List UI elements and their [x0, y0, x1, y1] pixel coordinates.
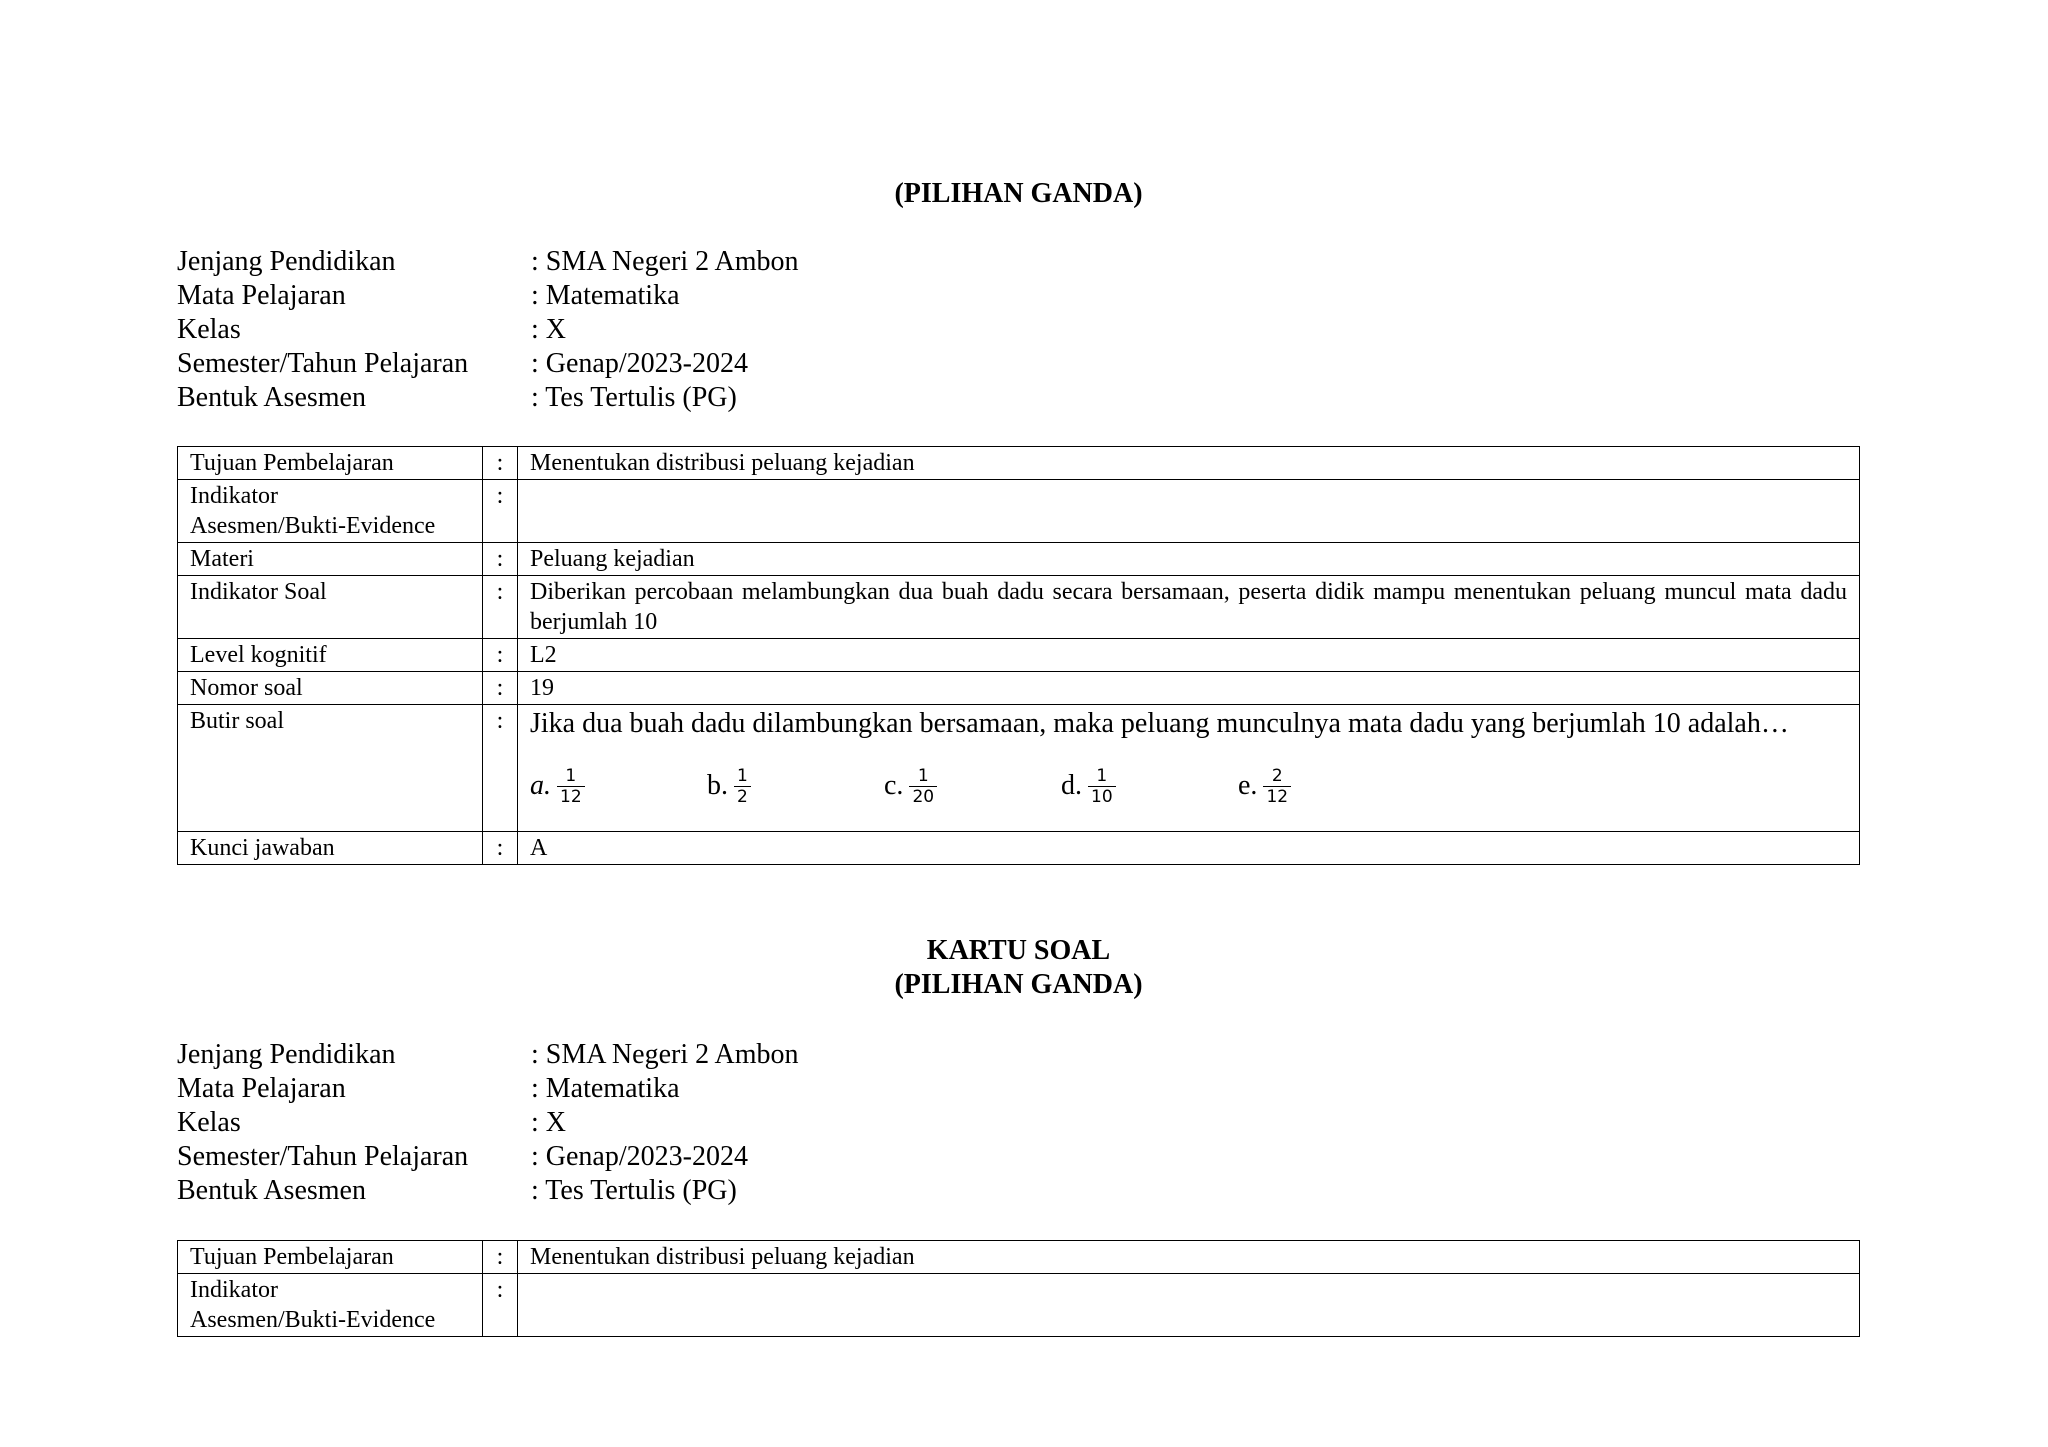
row-label: Indikator Soal: [178, 576, 483, 639]
row-label: Butir soal: [178, 705, 483, 832]
card2-heading: [177, 934, 1860, 1002]
info-value: : Matematika: [531, 280, 680, 311]
info-label: Bentuk Asesmen: [177, 1175, 366, 1206]
card2-detail-table: [177, 1240, 1860, 1337]
denominator: 12: [1266, 786, 1289, 807]
fraction: [734, 766, 751, 807]
row-label-line: Indikator: [190, 483, 278, 509]
row-separator: :: [483, 576, 518, 639]
numerator: 1: [565, 765, 577, 786]
fraction: [1263, 766, 1291, 807]
answer-options: [530, 758, 1847, 814]
table-row: [178, 832, 1860, 865]
table-row: [178, 480, 1860, 543]
option-letter: c.: [884, 770, 904, 801]
option-letter: b.: [707, 770, 728, 801]
row-separator: :: [483, 832, 518, 865]
row-label: Tujuan Pembelajaran: [178, 1241, 483, 1274]
info-label: Kelas: [177, 1107, 241, 1138]
denominator: 2: [737, 786, 748, 807]
row-separator: :: [483, 480, 518, 543]
row-label: Nomor soal: [178, 672, 483, 705]
table-row: [178, 672, 1860, 705]
info-label: Jenjang Pendidikan: [177, 246, 396, 277]
card2-title: KARTU SOAL: [926, 935, 1111, 966]
option-letter: d.: [1061, 770, 1082, 801]
info-value: : Matematika: [531, 1073, 680, 1104]
option-c: [884, 766, 1061, 807]
row-label: Tujuan Pembelajaran: [178, 447, 483, 480]
fraction: [557, 766, 585, 807]
card1-subtitle: (PILIHAN GANDA): [894, 178, 1143, 209]
table-row: [178, 543, 1860, 576]
row-value: [518, 1274, 1860, 1337]
row-label: [178, 1274, 483, 1337]
table-row: [178, 576, 1860, 639]
row-separator: :: [483, 705, 518, 832]
info-value: : X: [531, 314, 566, 345]
table-row: [178, 1274, 1860, 1337]
info-value: : SMA Negeri 2 Ambon: [531, 1039, 799, 1070]
row-value: Menentukan distribusi peluang kejadian: [518, 447, 1860, 480]
info-label: Semester/Tahun Pelajaran: [177, 1141, 469, 1172]
info-value: : Genap/2023-2024: [531, 348, 748, 379]
card2-info-block: [177, 1038, 799, 1208]
row-separator: :: [483, 639, 518, 672]
info-row: [177, 381, 799, 415]
table-row: [178, 639, 1860, 672]
row-value: L2: [518, 639, 1860, 672]
info-row: [177, 347, 799, 381]
info-row: [177, 1140, 799, 1174]
numerator: 1: [737, 765, 748, 786]
table-row: [178, 447, 1860, 480]
option-d: [1061, 766, 1238, 807]
denominator: 12: [560, 786, 582, 807]
info-label: Semester/Tahun Pelajaran: [177, 348, 469, 379]
card1-heading: [177, 177, 1860, 211]
option-letter: e.: [1238, 770, 1258, 801]
row-value: Diberikan percobaan melambungkan dua buah dadu secara bersamaan, peserta didik mampu menentukan peluang muncul mata dadu berjumlah 10: [518, 576, 1860, 639]
denominator: 20: [912, 786, 935, 807]
row-label-line: Indikator: [190, 1277, 278, 1303]
row-label-line: Asesmen/Bukti-Evidence: [190, 513, 436, 539]
option-b: [707, 766, 884, 807]
row-value: [518, 480, 1860, 543]
info-label: Mata Pelajaran: [177, 280, 346, 311]
row-label: Kunci jawaban: [178, 832, 483, 865]
row-value: A: [518, 832, 1860, 865]
butir-soal-cell: [518, 705, 1860, 832]
card2-subtitle: (PILIHAN GANDA): [894, 969, 1143, 1000]
row-separator: :: [483, 1274, 518, 1337]
info-value: : Tes Tertulis (PG): [531, 1175, 737, 1206]
info-value: : X: [531, 1107, 566, 1138]
option-a: [530, 766, 707, 807]
row-label: Level kognitif: [178, 639, 483, 672]
fraction: [1088, 766, 1116, 807]
option-e: [1238, 766, 1415, 807]
row-separator: :: [483, 672, 518, 705]
info-row: [177, 245, 799, 279]
numerator: 1: [1096, 765, 1108, 786]
card1-info-block: [177, 245, 799, 415]
info-row: [177, 1174, 799, 1208]
numerator: 2: [1271, 765, 1283, 786]
table-row: [178, 1241, 1860, 1274]
row-value: Peluang kejadian: [518, 543, 1860, 576]
row-separator: :: [483, 543, 518, 576]
table-row: [178, 705, 1860, 832]
row-separator: :: [483, 1241, 518, 1274]
info-row: [177, 313, 799, 347]
row-label-line: Asesmen/Bukti-Evidence: [190, 1307, 436, 1333]
option-letter: a.: [530, 770, 551, 801]
info-label: Mata Pelajaran: [177, 1073, 346, 1104]
row-value: 19: [518, 672, 1860, 705]
info-value: : Genap/2023-2024: [531, 1141, 748, 1172]
info-row: [177, 1072, 799, 1106]
info-row: [177, 279, 799, 313]
denominator: 10: [1091, 786, 1113, 807]
fraction: [909, 766, 937, 807]
question-text: Jika dua buah dadu dilambungkan bersamaan, maka peluang munculnya mata dadu yang berjumlah 10 adalah…: [530, 708, 1789, 739]
info-label: Bentuk Asesmen: [177, 382, 366, 413]
info-label: Jenjang Pendidikan: [177, 1039, 396, 1070]
info-label: Kelas: [177, 314, 241, 345]
info-value: : SMA Negeri 2 Ambon: [531, 246, 799, 277]
info-value: : Tes Tertulis (PG): [531, 382, 737, 413]
row-label: [178, 480, 483, 543]
card1-detail-table: [177, 446, 1860, 865]
row-label: Materi: [178, 543, 483, 576]
info-row: [177, 1106, 799, 1140]
numerator: 1: [917, 765, 929, 786]
row-value: Menentukan distribusi peluang kejadian: [518, 1241, 1860, 1274]
row-separator: :: [483, 447, 518, 480]
info-row: [177, 1038, 799, 1072]
